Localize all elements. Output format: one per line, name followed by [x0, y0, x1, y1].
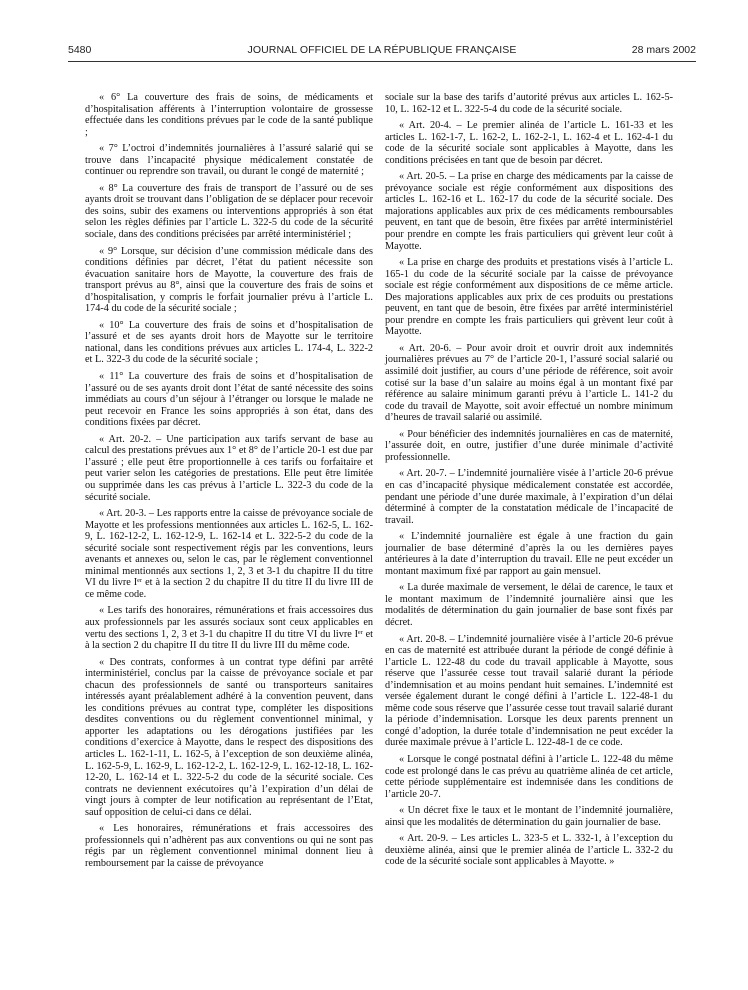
paragraph: « Art. 20-5. – La prise en charge des médicaments par la caisse de prévoyance sociale est régie conformément aux dispositions des articles L. 162-16 et L. 162-17 du code de la sécurité sociale. Des majorations applicables aux prix de ces médicaments remboursables peuvent, en tant que de besoin, être fixées par arrêté interministériel pour prendre en compte les frais particuliers qui grèvent leur coût à Mayotte. [385, 171, 673, 252]
header-rule [68, 61, 696, 62]
paragraph: « 10° La couverture des frais de soins et d’hospitalisation de l’assuré et de ses ayants droit hors de Mayotte sur le territoire national, dans les conditions prévues aux articles L. 174-4, L. 322-2 et L. 322-3 du code de la sécurité sociale ; [85, 319, 373, 366]
left-column [85, 92, 373, 874]
paragraph: « Art. 20-3. – Les rapports entre la caisse de prévoyance sociale de Mayotte et les professions mentionnées aux articles L. 162-5, L. 162-9, L. 162-12-2, L. 162-12-9, L. 162-14 et L. 322-5-2 du code de la sécurité sociale sont respectivement régis par les conventions, leurs avenants et annexes ou, selon le cas, par le règlement conventionnel minimal mentionnés aux sections 1, 2, 3 et 3-1 du chapitre II du titre VI du livre Iᵉʳ et à la section 2 du chapitre II du titre II du livre III de ce même code. [85, 508, 373, 600]
page-number: 5480 [68, 44, 92, 56]
paragraph: « Art. 20-6. – Pour avoir droit et ouvrir droit aux indemnités journalières prévues au 7° de l’article 20-1, l’assuré social salarié ou assimilé doit justifier, au cours d’une période de référence, soit avoir cotisé sur la base d’un salaire au moins égal à un montant fixé par référence au salaire minimum garanti prévu à l’article L. 141-2 du code du travail de Mayotte, soit avoir effectué un nombre minimum d’heures de travail salarié ou assimilé. [385, 342, 673, 424]
paragraph: « Art. 20-4. – Le premier alinéa de l’article L. 161-33 et les articles L. 162-1-7, L. 162-2, L. 162-2-1, L. 162-4 et L. 162-4-1 du code de la sécurité sociale sont applicables à Mayotte, dans les conditions précisées en tant que de besoin par décret. [385, 120, 673, 166]
paragraph: « Des contrats, conformes à un contrat type défini par arrêté interministériel, conclus par la caisse de prévoyance sociale et par chacun des professionnels de santé ou transporteurs sanitaires intéressés ayant préalablement adhéré à la convention peuvent, dans les conditions prévues au contrat type, compléter les dispositions desdites conventions ou du règlement conventionnel minimal, y apporter les adaptations ou les dérogations justifiées par les conditions d’exercice à Mayotte, dans le respect des dispositions des articles L. 162-1-11, L. 162-5, à l’exception de son deuxième alinéa, L. 162-5-9, L. 162-9, L. 162-12-2, L. 162-12-9, L. 162-12-18, L. 162-12-20, L. 162-14 et L. 322-5-2 du code de la sécurité sociale. Ces contrats ne deviennent exécutoires qu’à l’expiration d’un délai de vingt jours à compter de leur notification au représentant de l’Etat, sauf opposition de celui-ci dans ce délai. [85, 656, 373, 818]
publication-date: 28 mars 2002 [631, 44, 696, 56]
paragraph: « 9° Lorsque, sur décision d’une commission médicale dans des conditions définies par décret, l’état du patient nécessite son évacuation sanitaire hors de Mayotte, la couverture des frais de transport prévus au 8°, ainsi que la couverture des frais de soins et d’hospitalisation, y compris le forfait journalier prévu à l’article L. 174-4 du code de la sécurité sociale ; [85, 245, 373, 315]
paragraph: « 8° La couverture des frais de transport de l’assuré ou de ses ayants droit se trouvant dans l’obligation de se déplacer pour recevoir des soins, subir des examens ou interventions appropriés à son état selon les règles définies par l’article L. 322-5 du code de la sécurité sociale, dans des conditions précisées par arrêté interministériel ; [85, 182, 373, 241]
paragraph: « Les honoraires, rémunérations et frais accessoires des professionnels qui n’adhèrent pas aux conventions ou qui ne sont pas régis par un règlement conventionnel minimal donnent lieu à remboursement par la caisse de prévoyance [85, 823, 373, 869]
journal-title: JOURNAL OFFICIEL DE LA RÉPUBLIQUE FRANÇAISE [247, 44, 517, 56]
paragraph: sociale sur la base des tarifs d’autorité prévus aux articles L. 162-5-10, L. 162-12 et L. 322-5-4 du code de la sécurité sociale. [385, 92, 673, 115]
paragraph: « La prise en charge des produits et prestations visés à l’article L. 165-1 du code de la sécurité sociale par la caisse de prévoyance sociale est régie conformément aux dispositions de ce même article. Des majorations applicables aux prix de ces produits ou prestations peuvent, en tant que de besoin, être fixées par arrêté interministériel pour prendre en compte les frais particuliers qui grèvent leur coût à Mayotte. [385, 257, 673, 338]
paragraph: « Art. 20-8. – L’indemnité journalière visée à l’article 20-6 prévue en cas de maternité est attribuée durant la période de congé définie à l’article L. 122-48 du code du travail applicable à Mayotte, sous réserve que l’assurée cesse tout travail salarié durant la période d’indemnisation et au moins pendant huit semaines. L’indemnité est versée également durant le congé défini à l’article L. 122-48-1 du même code sous réserve que l’assurée cesse tout travail salarié durant la période d’indemnisation. Lorsque les deux parents prennent un congé d’adoption, la durée totale d’indemnisation ne peut excéder la durée maximale prévue à l’article L. 122-48-1 de ce code. [385, 633, 673, 749]
page-header [68, 44, 696, 60]
paragraph: « Lorsque le congé postnatal défini à l’article L. 122-48 du même code est prolongé dans le cas prévu au quatrième alinéa de cet article, cette période supplémentaire est indemnisée dans les conditions de l’article 20-7. [385, 753, 673, 800]
paragraph: « Les tarifs des honoraires, rémunérations et frais accessoires dus aux professionnels par les assurés sociaux sont ceux applicables en vertu des sections 1, 2, 3 et 3-1 du chapitre II du titre VI du livre Iᵉʳ et à la section 2 du chapitre II du titre II du livre III du même code. [85, 605, 373, 652]
paragraph: « Art. 20-9. – Les articles L. 323-5 et L. 332-1, à l’exception du deuxième alinéa, ainsi que le premier alinéa de l’article L. 332-2 du code de la sécurité sociale sont applicables à Mayotte. » [385, 833, 673, 868]
paragraph: « La durée maximale de versement, le délai de carence, le taux et le montant maximum de l’indemnité journalière ainsi que les modalités de détermination du gain journalier de base sont fixés par décret. [385, 582, 673, 628]
right-column [385, 92, 673, 873]
paragraph: « Pour bénéficier des indemnités journalières en cas de maternité, l’assurée doit, en outre, justifier d’une durée minimale d’activité professionnelle. [385, 428, 673, 463]
paragraph: « Un décret fixe le taux et le montant de l’indemnité journalière, ainsi que les modalités de détermination du gain journalier de base. [385, 805, 673, 828]
paragraph: « L’indemnité journalière est égale à une fraction du gain journalier de base déterminé d’après la ou les dernières payes antérieures à la date d’interruption du travail. Elle ne peut excéder un montant maximum fixé par rapport au gain mensuel. [385, 531, 673, 577]
paragraph: « Art. 20-7. – L’indemnité journalière visée à l’article 20-6 prévue en cas d’incapacité physique médicalement constatée est accordée, pendant une période d’une durée maximale, à l’expiration d’un délai déterminé à compter de la constatation médicale de l’incapacité de travail. [385, 468, 673, 526]
paragraph: « 11° La couverture des frais de soins et d’hospitalisation de l’assuré ou de ses ayants droit dont l’état de santé nécessite des soins immédiats au cours d’un séjour à l’étranger ou lorsque le malade ne peut recevoir en France les soins appropriés à son état, dans des conditions fixées par décret. [85, 371, 373, 429]
paragraph: « 7° L’octroi d’indemnités journalières à l’assuré salarié qui se trouve dans l’incapacité physique médicalement constatée de continuer ou reprendre son travail, ou durant le congé de maternité ; [85, 143, 373, 178]
paragraph: « 6° La couverture des frais de soins, de médicaments et d’hospitalisation afférents à l’interruption volontaire de grossesse effectuée dans les conditions prévues par le code de la santé publique ; [85, 92, 373, 138]
paragraph: « Art. 20-2. – Une participation aux tarifs servant de base au calcul des prestations prévues aux 1° et 8° de l’article 20-1 est due par l’assuré ; elle peut être proportionnelle à ces tarifs ou forfaitaire et peut varier selon les catégories de prestations. Elle peut être limitée ou supprimée dans les cas prévus à l’article L. 322-3 du code de la sécurité sociale. [85, 433, 373, 503]
